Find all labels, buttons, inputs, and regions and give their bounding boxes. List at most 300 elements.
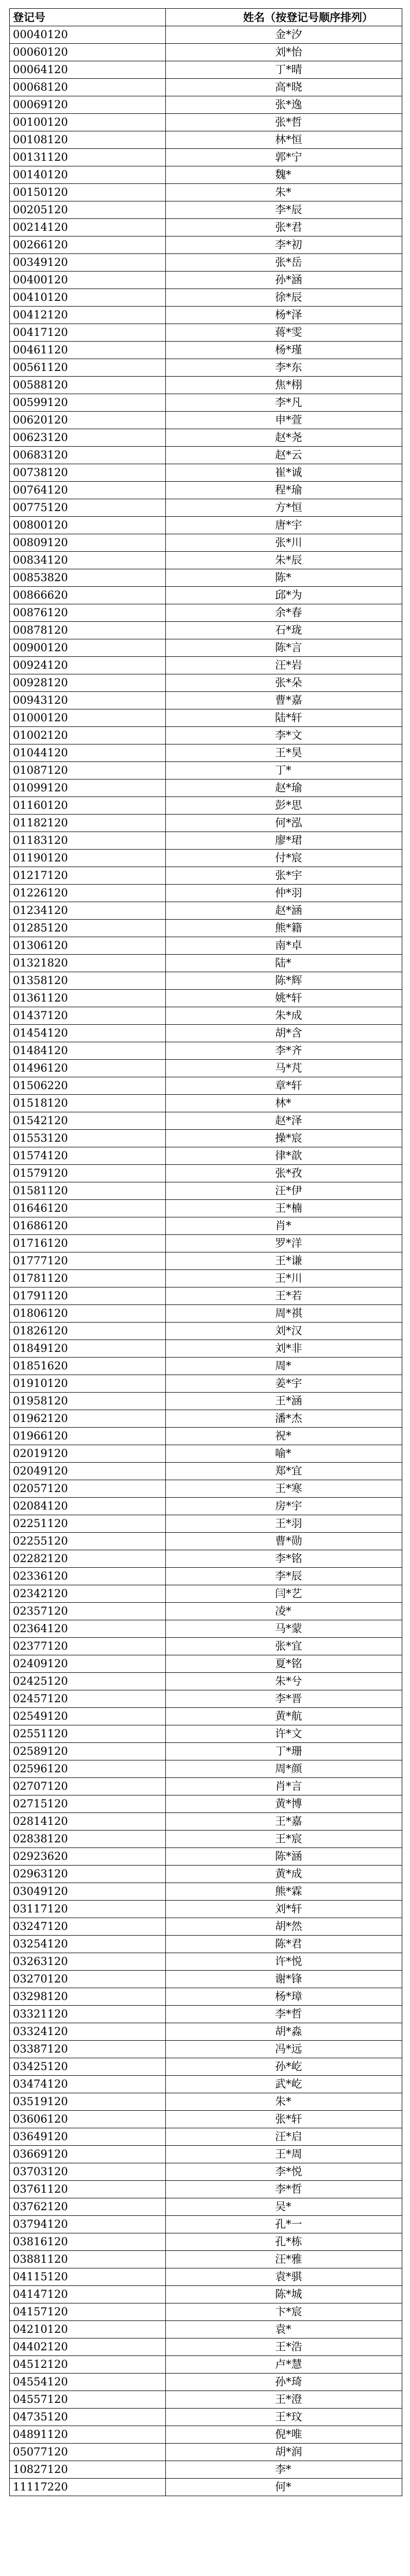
reg-no-cell: 02342120 bbox=[10, 1585, 166, 1603]
name-cell: 刘*非 bbox=[166, 1340, 402, 1358]
table-row bbox=[10, 1883, 402, 1901]
name-cell: 王*宸 bbox=[166, 1831, 402, 1848]
reg-no-cell: 01518120 bbox=[10, 1095, 166, 1112]
table-row bbox=[10, 850, 402, 867]
name-cell: 周* bbox=[166, 1358, 402, 1375]
table-row bbox=[10, 1498, 402, 1515]
name-cell: 李*齐 bbox=[166, 1042, 402, 1060]
name-cell: 祝* bbox=[166, 1428, 402, 1445]
table-row bbox=[10, 744, 402, 762]
table-row bbox=[10, 114, 402, 131]
reg-no-cell: 03606120 bbox=[10, 2111, 166, 2128]
reg-no-cell: 00412120 bbox=[10, 307, 166, 324]
name-cell: 武*屹 bbox=[166, 2076, 402, 2093]
table-row bbox=[10, 2374, 402, 2391]
name-cell: 黄*成 bbox=[166, 1866, 402, 1883]
table-row bbox=[10, 569, 402, 587]
reg-no-cell: 01581120 bbox=[10, 1182, 166, 1200]
name-cell: 方*恒 bbox=[166, 499, 402, 517]
name-cell: 潘*杰 bbox=[166, 1410, 402, 1428]
reg-no-cell: 03881120 bbox=[10, 2251, 166, 2268]
table-row bbox=[10, 2251, 402, 2268]
reg-no-cell: 02707120 bbox=[10, 1778, 166, 1795]
name-cell: 张*宜 bbox=[166, 1638, 402, 1655]
reg-no-cell: 00809120 bbox=[10, 534, 166, 552]
name-cell: 丁*晴 bbox=[166, 61, 402, 79]
reg-no-cell: 00349120 bbox=[10, 254, 166, 272]
reg-no-cell: 01781120 bbox=[10, 1270, 166, 1287]
name-cell: 胡*含 bbox=[166, 1025, 402, 1042]
table-row bbox=[10, 937, 402, 955]
name-cell: 胡*然 bbox=[166, 1918, 402, 1936]
reg-no-cell: 02425120 bbox=[10, 1673, 166, 1690]
reg-no-cell: 04891120 bbox=[10, 2426, 166, 2444]
reg-no-cell: 02589120 bbox=[10, 1743, 166, 1760]
table-row bbox=[10, 1760, 402, 1778]
table-row bbox=[10, 1690, 402, 1708]
table-row bbox=[10, 1568, 402, 1585]
reg-no-cell: 04402120 bbox=[10, 2338, 166, 2356]
reg-no-cell: 00853820 bbox=[10, 569, 166, 587]
reg-no-cell: 00266120 bbox=[10, 236, 166, 254]
table-row bbox=[10, 1130, 402, 1147]
name-cell: 曹*勋 bbox=[166, 1533, 402, 1550]
table-row bbox=[10, 587, 402, 604]
name-cell: 李*辰 bbox=[166, 201, 402, 219]
name-cell: 李*初 bbox=[166, 236, 402, 254]
table-row bbox=[10, 972, 402, 990]
table-row bbox=[10, 885, 402, 902]
table-row bbox=[10, 2023, 402, 2041]
table-row bbox=[10, 44, 402, 61]
name-cell: 丁* bbox=[166, 762, 402, 779]
table-row bbox=[10, 1305, 402, 1323]
name-cell: 孙*涵 bbox=[166, 272, 402, 289]
reg-no-cell: 01000120 bbox=[10, 709, 166, 727]
name-cell: 王*浩 bbox=[166, 2338, 402, 2356]
reg-no-cell: 05077120 bbox=[10, 2444, 166, 2461]
table-row bbox=[10, 1287, 402, 1305]
table-body bbox=[10, 26, 402, 2496]
name-cell: 刘*怡 bbox=[166, 44, 402, 61]
table-row bbox=[10, 1953, 402, 1971]
table-row bbox=[10, 1042, 402, 1060]
table-row bbox=[10, 867, 402, 885]
name-cell: 夏*铭 bbox=[166, 1655, 402, 1673]
table-row bbox=[10, 1831, 402, 1848]
table-row bbox=[10, 1971, 402, 1988]
name-cell: 何* bbox=[166, 2479, 402, 2496]
table-row bbox=[10, 61, 402, 79]
name-cell: 高*晓 bbox=[166, 79, 402, 96]
reg-no-cell: 02255120 bbox=[10, 1533, 166, 1550]
table-row bbox=[10, 1848, 402, 1866]
name-cell: 李*东 bbox=[166, 359, 402, 377]
reg-no-cell: 03117120 bbox=[10, 1901, 166, 1918]
reg-no-cell: 01190120 bbox=[10, 850, 166, 867]
name-cell: 陈*辉 bbox=[166, 972, 402, 990]
name-cell: 孙*琦 bbox=[166, 2374, 402, 2391]
reg-no-cell: 03247120 bbox=[10, 1918, 166, 1936]
name-cell: 凌* bbox=[166, 1603, 402, 1620]
name-cell: 赵*尧 bbox=[166, 429, 402, 447]
table-row bbox=[10, 639, 402, 657]
reg-no-cell: 03049120 bbox=[10, 1883, 166, 1901]
name-cell: 孙*屹 bbox=[166, 2058, 402, 2076]
reg-no-cell: 00738120 bbox=[10, 464, 166, 482]
name-cell: 卢*慧 bbox=[166, 2356, 402, 2374]
reg-no-cell: 01087120 bbox=[10, 762, 166, 779]
table-row bbox=[10, 2409, 402, 2426]
table-row bbox=[10, 1778, 402, 1795]
name-cell: 杨*泽 bbox=[166, 307, 402, 324]
name-cell: 王*嘉 bbox=[166, 1813, 402, 1831]
name-cell: 马*蒙 bbox=[166, 1620, 402, 1638]
name-cell: 胡*淼 bbox=[166, 2023, 402, 2041]
reg-no-cell: 00623120 bbox=[10, 429, 166, 447]
reg-no-cell: 04512120 bbox=[10, 2356, 166, 2374]
table-row bbox=[10, 1095, 402, 1112]
table-row bbox=[10, 166, 402, 184]
table-row bbox=[10, 2128, 402, 2146]
reg-no-cell: 02409120 bbox=[10, 1655, 166, 1673]
table-row bbox=[10, 674, 402, 692]
reg-no-cell: 01002120 bbox=[10, 727, 166, 744]
table-row bbox=[10, 412, 402, 429]
reg-no-cell: 00834120 bbox=[10, 552, 166, 569]
reg-no-cell: 01910120 bbox=[10, 1375, 166, 1393]
reg-no-cell: 02336120 bbox=[10, 1568, 166, 1585]
table-row bbox=[10, 1480, 402, 1498]
table-row bbox=[10, 1428, 402, 1445]
table-row bbox=[10, 1025, 402, 1042]
table-row bbox=[10, 2216, 402, 2233]
reg-no-cell: 11117220 bbox=[10, 2479, 166, 2496]
reg-no-cell: 03816120 bbox=[10, 2233, 166, 2251]
name-cell: 张*逸 bbox=[166, 96, 402, 114]
table-row bbox=[10, 1165, 402, 1182]
header-row bbox=[10, 9, 402, 26]
table-row bbox=[10, 1936, 402, 1953]
table-row bbox=[10, 1515, 402, 1533]
name-cell: 金*汐 bbox=[166, 26, 402, 44]
reg-no-cell: 01958120 bbox=[10, 1393, 166, 1410]
name-cell: 朱* bbox=[166, 2093, 402, 2111]
reg-no-cell: 00100120 bbox=[10, 114, 166, 131]
name-cell: 罗*洋 bbox=[166, 1235, 402, 1252]
table-row bbox=[10, 499, 402, 517]
table-header bbox=[10, 9, 402, 26]
reg-no-cell: 03298120 bbox=[10, 1988, 166, 2006]
table-row bbox=[10, 2321, 402, 2338]
name-cell: 崔*诚 bbox=[166, 464, 402, 482]
table-row bbox=[10, 1743, 402, 1760]
table-row bbox=[10, 604, 402, 622]
name-cell: 徐*辰 bbox=[166, 289, 402, 307]
name-cell: 王*澄 bbox=[166, 2391, 402, 2409]
reg-no-cell: 01806120 bbox=[10, 1305, 166, 1323]
reg-no-cell: 04115120 bbox=[10, 2268, 166, 2286]
name-cell: 林* bbox=[166, 1095, 402, 1112]
reg-no-cell: 00561120 bbox=[10, 359, 166, 377]
table-row bbox=[10, 2268, 402, 2286]
table-row bbox=[10, 1866, 402, 1883]
reg-no-cell: 00900120 bbox=[10, 639, 166, 657]
table-row bbox=[10, 1638, 402, 1655]
reg-no-cell: 00461120 bbox=[10, 342, 166, 359]
name-cell: 廖*珺 bbox=[166, 832, 402, 850]
name-cell: 黄*博 bbox=[166, 1795, 402, 1813]
name-cell: 陈*城 bbox=[166, 2286, 402, 2303]
reg-no-cell: 03474120 bbox=[10, 2076, 166, 2093]
name-cell: 丁*珊 bbox=[166, 1743, 402, 1760]
name-cell: 闫*艺 bbox=[166, 1585, 402, 1603]
reg-no-cell: 02923620 bbox=[10, 1848, 166, 1866]
reg-no-cell: 04557120 bbox=[10, 2391, 166, 2409]
reg-no-cell: 00800120 bbox=[10, 517, 166, 534]
reg-no-cell: 01716120 bbox=[10, 1235, 166, 1252]
reg-no-cell: 00417120 bbox=[10, 324, 166, 342]
table-row bbox=[10, 96, 402, 114]
table-row bbox=[10, 1112, 402, 1130]
name-cell: 赵*涵 bbox=[166, 902, 402, 920]
reg-no-cell: 00068120 bbox=[10, 79, 166, 96]
reg-no-cell: 02838120 bbox=[10, 1831, 166, 1848]
reg-no-cell: 00400120 bbox=[10, 272, 166, 289]
name-cell: 李*凡 bbox=[166, 394, 402, 412]
table-row bbox=[10, 1182, 402, 1200]
reg-no-cell: 01542120 bbox=[10, 1112, 166, 1130]
reg-no-cell: 10827120 bbox=[10, 2461, 166, 2479]
reg-no-cell: 01506220 bbox=[10, 1077, 166, 1095]
reg-no-cell: 00040120 bbox=[10, 26, 166, 44]
name-cell: 操*宸 bbox=[166, 1130, 402, 1147]
table-row bbox=[10, 2093, 402, 2111]
name-cell: 王*涵 bbox=[166, 1393, 402, 1410]
name-cell: 李*悦 bbox=[166, 2163, 402, 2181]
table-row bbox=[10, 1217, 402, 1235]
reg-no-cell: 01358120 bbox=[10, 972, 166, 990]
reg-no-cell: 03669120 bbox=[10, 2146, 166, 2163]
reg-no-cell: 01826120 bbox=[10, 1323, 166, 1340]
reg-no-cell: 01306120 bbox=[10, 937, 166, 955]
table-row bbox=[10, 1252, 402, 1270]
reg-no-cell: 01183120 bbox=[10, 832, 166, 850]
reg-no-cell: 02019120 bbox=[10, 1445, 166, 1463]
name-cell: 王*楠 bbox=[166, 1200, 402, 1217]
table-row bbox=[10, 622, 402, 639]
table-row bbox=[10, 517, 402, 534]
reg-no-cell: 01574120 bbox=[10, 1147, 166, 1165]
table-row bbox=[10, 1340, 402, 1358]
reg-no-cell: 01454120 bbox=[10, 1025, 166, 1042]
name-cell: 孔*一 bbox=[166, 2216, 402, 2233]
reg-no-cell: 01160120 bbox=[10, 797, 166, 815]
table-row bbox=[10, 1270, 402, 1287]
table-row bbox=[10, 2479, 402, 2496]
table-row bbox=[10, 727, 402, 744]
reg-no-cell: 04157120 bbox=[10, 2303, 166, 2321]
name-cell: 张*君 bbox=[166, 219, 402, 236]
reg-no-cell: 01646120 bbox=[10, 1200, 166, 1217]
table-row bbox=[10, 1725, 402, 1743]
table-row bbox=[10, 1463, 402, 1480]
name-cell: 姚*轩 bbox=[166, 990, 402, 1007]
reg-no-cell: 03703120 bbox=[10, 2163, 166, 2181]
table-row bbox=[10, 1603, 402, 1620]
name-cell: 张*哲 bbox=[166, 114, 402, 131]
name-cell: 朱*兮 bbox=[166, 1673, 402, 1690]
table-row bbox=[10, 1200, 402, 1217]
name-cell: 律*歆 bbox=[166, 1147, 402, 1165]
name-cell: 胡*润 bbox=[166, 2444, 402, 2461]
table-row bbox=[10, 394, 402, 412]
table-row bbox=[10, 2146, 402, 2163]
reg-no-cell: 03387120 bbox=[10, 2041, 166, 2058]
name-cell: 仲*羽 bbox=[166, 885, 402, 902]
table-row bbox=[10, 1323, 402, 1340]
name-cell: 章*轩 bbox=[166, 1077, 402, 1095]
table-row bbox=[10, 920, 402, 937]
reg-no-cell: 02057120 bbox=[10, 1480, 166, 1498]
name-cell: 许*悦 bbox=[166, 1953, 402, 1971]
reg-no-cell: 01777120 bbox=[10, 1252, 166, 1270]
name-cell: 何*泓 bbox=[166, 815, 402, 832]
reg-no-cell: 01966120 bbox=[10, 1428, 166, 1445]
table-row bbox=[10, 149, 402, 166]
name-cell: 程*瑜 bbox=[166, 482, 402, 499]
reg-no-cell: 02814120 bbox=[10, 1813, 166, 1831]
table-row bbox=[10, 779, 402, 797]
table-row bbox=[10, 1393, 402, 1410]
table-row bbox=[10, 184, 402, 201]
reg-no-cell: 01226120 bbox=[10, 885, 166, 902]
name-cell: 陈*言 bbox=[166, 639, 402, 657]
name-cell: 郑*宜 bbox=[166, 1463, 402, 1480]
reg-no-cell: 00943120 bbox=[10, 692, 166, 709]
name-cell: 汪*岩 bbox=[166, 657, 402, 674]
name-cell: 张*轩 bbox=[166, 2111, 402, 2128]
reg-no-cell: 02596120 bbox=[10, 1760, 166, 1778]
name-cell: 冯*远 bbox=[166, 2041, 402, 2058]
name-cell: 喻* bbox=[166, 1445, 402, 1463]
name-cell: 汪*雅 bbox=[166, 2251, 402, 2268]
table-row bbox=[10, 1375, 402, 1393]
table-row bbox=[10, 1795, 402, 1813]
name-cell: 王*周 bbox=[166, 2146, 402, 2163]
reg-no-cell: 03270120 bbox=[10, 1971, 166, 1988]
reg-no-cell: 02715120 bbox=[10, 1795, 166, 1813]
name-cell: 唐*宇 bbox=[166, 517, 402, 534]
name-cell: 魏* bbox=[166, 166, 402, 184]
table-row bbox=[10, 2356, 402, 2374]
table-row bbox=[10, 1585, 402, 1603]
table-row bbox=[10, 2444, 402, 2461]
reg-no-cell: 00764120 bbox=[10, 482, 166, 499]
reg-no-cell: 01044120 bbox=[10, 744, 166, 762]
table-row bbox=[10, 1813, 402, 1831]
table-row bbox=[10, 307, 402, 324]
table-row bbox=[10, 1655, 402, 1673]
table-row bbox=[10, 1550, 402, 1568]
reg-no-cell: 02549120 bbox=[10, 1708, 166, 1725]
name-cell: 李*铭 bbox=[166, 1550, 402, 1568]
table-row bbox=[10, 692, 402, 709]
reg-no-cell: 02282120 bbox=[10, 1550, 166, 1568]
reg-no-cell: 00878120 bbox=[10, 622, 166, 639]
table-row bbox=[10, 482, 402, 499]
name-cell: 许*文 bbox=[166, 1725, 402, 1743]
table-row bbox=[10, 131, 402, 149]
name-cell: 倪*唯 bbox=[166, 2426, 402, 2444]
name-cell: 杨*璋 bbox=[166, 1988, 402, 2006]
reg-no-cell: 01849120 bbox=[10, 1340, 166, 1358]
name-cell: 赵*泽 bbox=[166, 1112, 402, 1130]
reg-no-cell: 03425120 bbox=[10, 2058, 166, 2076]
reg-no-cell: 01579120 bbox=[10, 1165, 166, 1182]
reg-no-cell: 03649120 bbox=[10, 2128, 166, 2146]
name-cell: 邱*为 bbox=[166, 587, 402, 604]
name-cell: 张*岳 bbox=[166, 254, 402, 272]
reg-no-cell: 00588120 bbox=[10, 377, 166, 394]
reg-no-cell: 00131120 bbox=[10, 149, 166, 166]
reg-no-cell: 00876120 bbox=[10, 604, 166, 622]
name-cell: 李*哲 bbox=[166, 2181, 402, 2198]
table-row bbox=[10, 990, 402, 1007]
name-cell: 杨*瑾 bbox=[166, 342, 402, 359]
table-row bbox=[10, 26, 402, 44]
name-cell: 吴* bbox=[166, 2198, 402, 2216]
table-row bbox=[10, 359, 402, 377]
reg-no-cell: 01437120 bbox=[10, 1007, 166, 1025]
reg-no-cell: 00214120 bbox=[10, 219, 166, 236]
name-cell: 孔*栋 bbox=[166, 2233, 402, 2251]
table-row bbox=[10, 2058, 402, 2076]
table-row bbox=[10, 534, 402, 552]
table-row bbox=[10, 201, 402, 219]
table-row bbox=[10, 272, 402, 289]
name-cell: 彭*思 bbox=[166, 797, 402, 815]
name-cell: 袁* bbox=[166, 2321, 402, 2338]
reg-no-cell: 02049120 bbox=[10, 1463, 166, 1480]
table-row bbox=[10, 2198, 402, 2216]
table-row bbox=[10, 447, 402, 464]
table-row bbox=[10, 1708, 402, 1725]
name-cell: 肖*言 bbox=[166, 1778, 402, 1795]
table-row bbox=[10, 955, 402, 972]
name-cell: 李*哲 bbox=[166, 2006, 402, 2023]
name-header: 姓名（按登记号顺序排列） bbox=[166, 9, 402, 26]
table-row bbox=[10, 2338, 402, 2356]
table-row bbox=[10, 219, 402, 236]
name-cell: 焦*栩 bbox=[166, 377, 402, 394]
name-cell: 李* bbox=[166, 2461, 402, 2479]
reg-no-cell: 04554120 bbox=[10, 2374, 166, 2391]
name-cell: 王*寒 bbox=[166, 1480, 402, 1498]
name-cell: 李*文 bbox=[166, 727, 402, 744]
table-row bbox=[10, 429, 402, 447]
reg-no-cell: 01553120 bbox=[10, 1130, 166, 1147]
table-row bbox=[10, 1410, 402, 1428]
table-row bbox=[10, 324, 402, 342]
reg-no-cell: 02357120 bbox=[10, 1603, 166, 1620]
table-row bbox=[10, 815, 402, 832]
name-cell: 张*宇 bbox=[166, 867, 402, 885]
name-cell: 陈* bbox=[166, 569, 402, 587]
reg-no-cell: 00775120 bbox=[10, 499, 166, 517]
name-cell: 袁*骐 bbox=[166, 2268, 402, 2286]
reg-no-cell: 03761120 bbox=[10, 2181, 166, 2198]
